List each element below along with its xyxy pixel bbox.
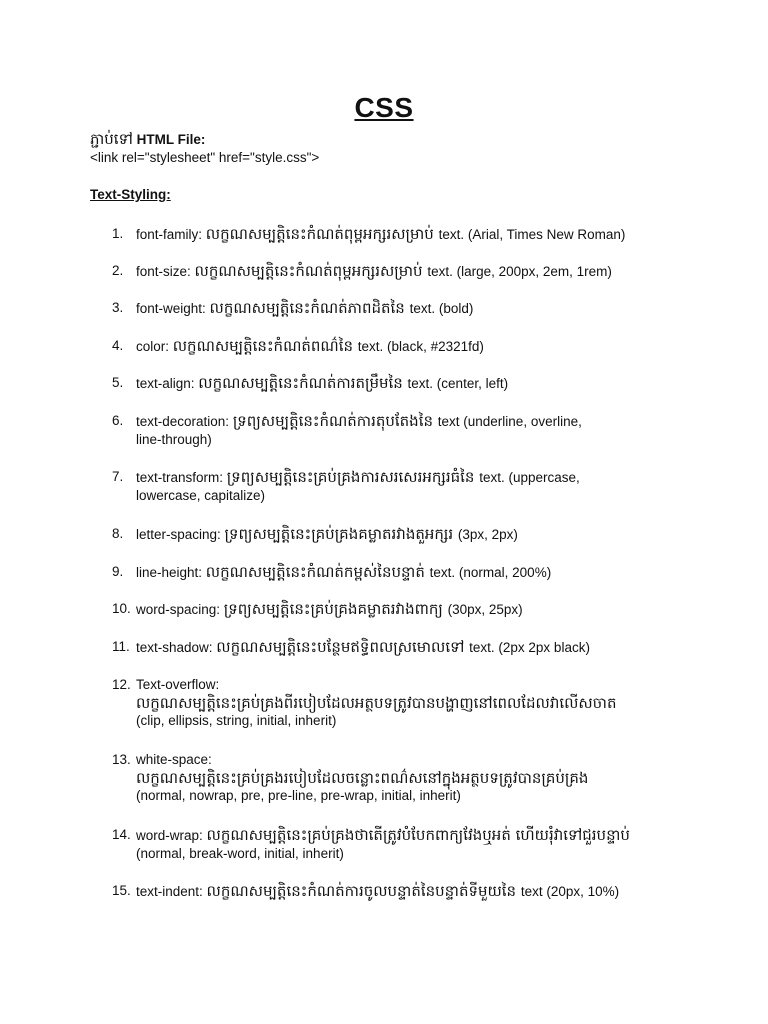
- item-number: 7.: [112, 469, 124, 484]
- khmer-description: លក្ខណសម្បត្តិនេះកំណត់ពុម្ពអក្សរសម្រាប់: [194, 262, 428, 280]
- item-number: 13.: [112, 752, 131, 767]
- khmer-description: លក្ខណសម្បត្តិនេះបន្ថែមឥទ្ធិពលស្រមោលទៅ: [216, 638, 470, 656]
- css-property: text-indent:: [136, 884, 207, 899]
- item-body: [136, 337, 696, 356]
- example-values: (3px, 2px): [457, 527, 518, 542]
- example-values: (normal, break-word, initial, inherit): [136, 846, 344, 861]
- item-body: [136, 374, 696, 393]
- css-property: color:: [136, 339, 173, 354]
- css-property: text-shadow:: [136, 640, 217, 655]
- css-property: text-decoration:: [136, 414, 233, 429]
- item-body: [136, 826, 696, 863]
- khmer-description: ទ្រព្យសម្បត្តិនេះកំណត់ការតុបតែងនៃ: [232, 412, 438, 430]
- khmer-description: លក្ខណសម្បត្តិនេះគ្រប់គ្រងរបៀបដែលចន្លោះពណ៌សនៅក្នុងអត្ថបទត្រូវបានគ្រប់គ្រង: [136, 769, 589, 787]
- example-values: (normal, nowrap, pre, pre-line, pre-wrap, initial, inherit): [136, 788, 461, 803]
- example-values: text. (normal, 200%): [429, 565, 552, 580]
- khmer-description: លក្ខណសម្បត្តិនេះគ្រប់គ្រងថាតើត្រូវបំបែកពាក្យវែងឬអត់ ហើយរុំវាទៅជួរបន្ទាប់: [206, 826, 630, 844]
- item-body: [136, 299, 696, 318]
- css-property: letter-spacing:: [136, 527, 225, 542]
- item-number: 6.: [112, 413, 124, 428]
- attach-label: HTML File:: [136, 132, 206, 147]
- example-values: text (20px, 10%): [520, 884, 620, 899]
- khmer-description: លក្ខណសម្បត្តិនេះកំណត់កម្ពស់នៃបន្ទាត់: [205, 563, 430, 581]
- item-body: [136, 468, 696, 505]
- example-values: text. (uppercase,: [479, 470, 580, 485]
- list-item: [112, 525, 712, 543]
- khmer-description: លក្ខណសម្បត្តិនេះកំណត់ពណ៌នៃ: [172, 337, 358, 355]
- item-number: 15.: [112, 883, 131, 898]
- example-values: text. (center, left): [407, 376, 509, 391]
- khmer-description: លក្ខណសម្បត្តិនេះកំណត់ការចូលបន្ទាត់នៃបន្ទាត់ទីមួយនៃ: [206, 882, 521, 900]
- attach-prefix: ភ្ជាប់ទៅ: [90, 130, 133, 148]
- item-number: 3.: [112, 300, 124, 315]
- css-property: line-height:: [136, 565, 206, 580]
- list-item: [112, 337, 712, 355]
- khmer-description: ទ្រព្យសម្បត្តិនេះគ្រប់គ្រងគម្លាតរវាងពាក្យ: [223, 600, 448, 618]
- example-values: text. (2px 2px black): [469, 640, 590, 655]
- item-body: [136, 412, 696, 449]
- item-number: 2.: [112, 263, 124, 278]
- example-values: line-through): [136, 432, 212, 447]
- list-item: [112, 826, 712, 861]
- list-item: [112, 225, 712, 243]
- list-item: [112, 299, 712, 317]
- item-number: 1.: [112, 226, 124, 241]
- list-item: [112, 374, 712, 392]
- list-item: [112, 262, 712, 280]
- section-heading: Text-Styling:: [90, 187, 171, 202]
- item-body: [136, 225, 696, 244]
- link-code: <link rel="stylesheet" href="style.css">: [90, 150, 320, 165]
- khmer-description: លក្ខណសម្បត្តិនេះកំណត់ការតម្រឹមនៃ: [198, 374, 408, 392]
- item-number: 12.: [112, 677, 131, 692]
- example-values: (30px, 25px): [447, 602, 523, 617]
- list-item: [112, 563, 712, 581]
- khmer-description: លក្ខណសម្បត្តិនេះកំណត់ភាពដិតនៃ: [209, 299, 410, 317]
- item-number: 9.: [112, 564, 124, 579]
- example-values: lowercase, capitalize): [136, 488, 266, 503]
- item-number: 8.: [112, 526, 124, 541]
- item-number: 14.: [112, 827, 131, 842]
- item-body: [136, 600, 696, 619]
- example-values: (clip, ellipsis, string, initial, inherit): [136, 713, 337, 728]
- css-property: word-wrap:: [136, 828, 207, 843]
- css-property: font-weight:: [136, 301, 210, 316]
- khmer-description: ទ្រព្យសម្បត្តិនេះគ្រប់គ្រងគម្លាតរវាងតួអក្សរ: [224, 525, 458, 543]
- khmer-description: លក្ខណសម្បត្តិនេះគ្រប់គ្រងពីរបៀបដែលអត្ថបទត្រូវបានបង្ហាញនៅពេលដែលវាលើសចាត: [136, 694, 617, 712]
- list-item: [112, 676, 712, 728]
- item-number: 11.: [112, 639, 130, 654]
- attach-line: [90, 130, 205, 149]
- item-number: 4.: [112, 338, 124, 353]
- khmer-description: ទ្រព្យសម្បត្តិនេះគ្រប់គ្រងការសរសេរអក្សរធំនៃ: [226, 468, 480, 486]
- css-property: text-transform:: [136, 470, 227, 485]
- css-property: font-size:: [136, 264, 195, 279]
- list-item: [112, 468, 712, 503]
- example-values: text (underline, overline,: [437, 414, 582, 429]
- item-number: 10.: [112, 601, 131, 616]
- list-item: [112, 412, 712, 447]
- khmer-description: លក្ខណសម្បត្តិនេះកំណត់ពុម្ពអក្សរសម្រាប់: [205, 225, 439, 243]
- page-title: CSS: [354, 92, 414, 123]
- example-values: text. (large, 200px, 2em, 1rem): [427, 264, 612, 279]
- list-item: [112, 882, 712, 900]
- item-body: [136, 262, 696, 281]
- list-item: [112, 751, 712, 803]
- example-values: text. (black, #2321fd): [357, 339, 484, 354]
- item-body: [136, 563, 696, 582]
- css-property: word-spacing:: [136, 602, 224, 617]
- example-values: text. (bold): [409, 301, 474, 316]
- css-property: Text-overflow:: [136, 677, 220, 692]
- item-body: [136, 882, 696, 901]
- item-body: [136, 676, 696, 730]
- list-item: [112, 600, 712, 618]
- css-property: white-space:: [136, 752, 212, 767]
- item-body: [136, 751, 696, 805]
- item-body: [136, 638, 696, 657]
- item-number: 5.: [112, 375, 124, 390]
- example-values: text. (Arial, Times New Roman): [438, 227, 626, 242]
- css-property: font-family:: [136, 227, 206, 242]
- css-property: text-align:: [136, 376, 199, 391]
- item-body: [136, 525, 696, 544]
- list-item: [112, 638, 712, 656]
